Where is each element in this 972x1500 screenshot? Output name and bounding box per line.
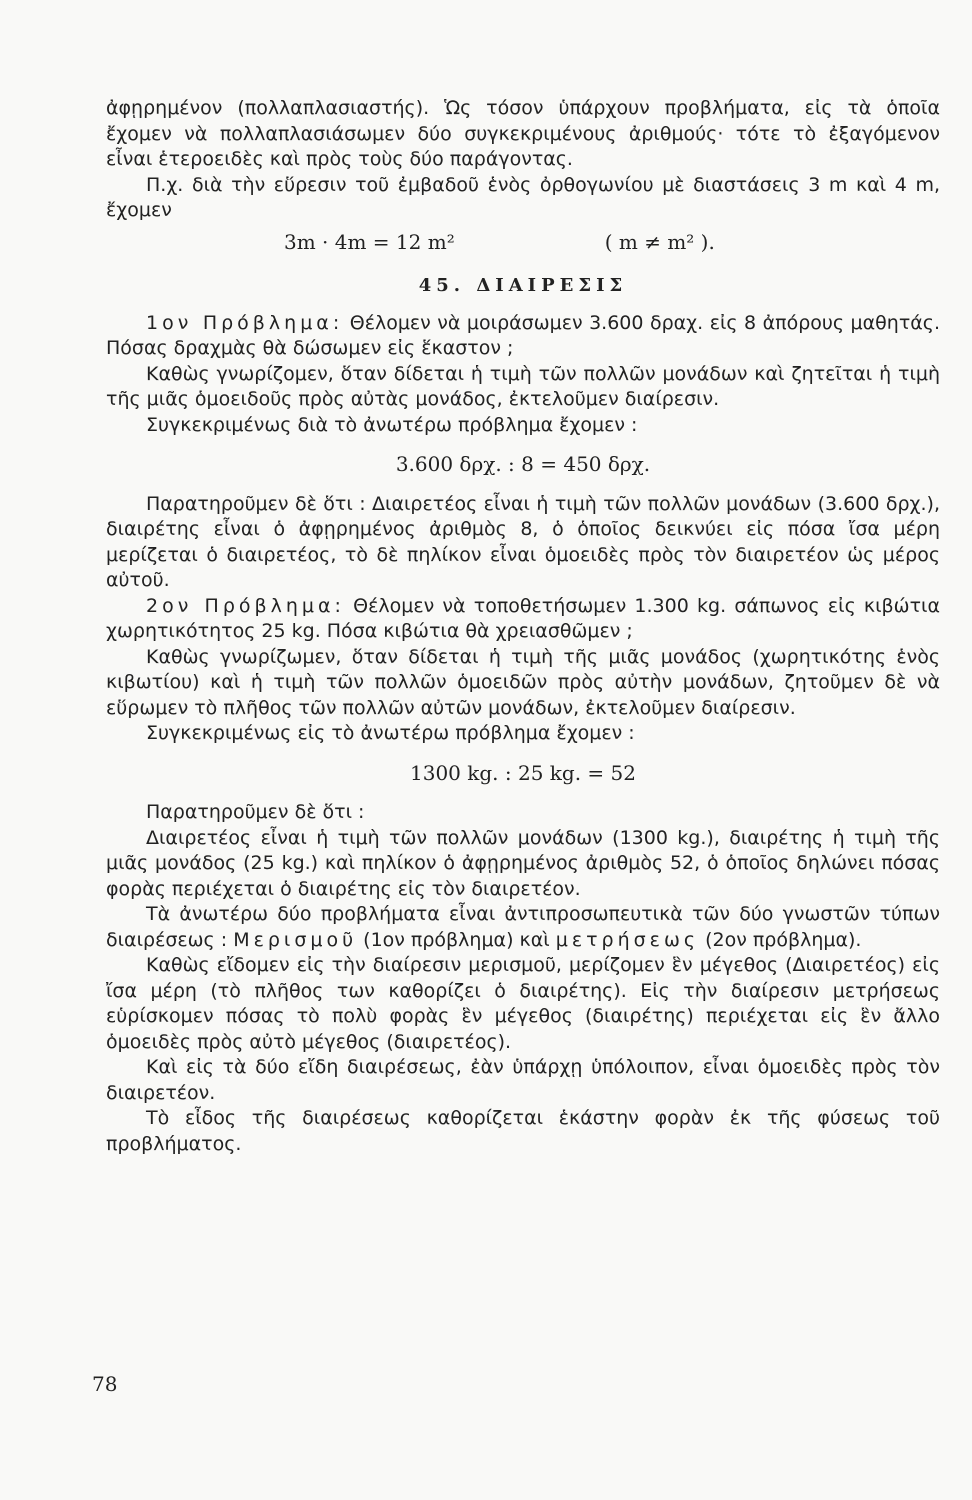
problem2-statement (106, 594, 940, 645)
problem2-para4: Διαιρετέος εἶναι ἡ τιμὴ τῶν πολλῶν μονάδων (1300 kg.), διαιρέτης ἡ τιμὴ τῆς μιᾶς μονάδος (25 kg.) καὶ πηλίκον ὁ ἀφῃρημένος ἀριθμὸς 52, ὁ ὁποῖος δηλώνει πόσας φορὰς περιέχεται ὁ διαιρέτης εἰς τὸν διαιρετέον. (106, 826, 940, 900)
closing-para1 (106, 902, 940, 953)
closing-term-metriseos: μετρήσεως (555, 928, 700, 951)
problem1-para1: Καθὼς γνωρίζομεν, ὅταν δίδεται ἡ τιμὴ τῶν πολλῶν μονάδων καὶ ζητεῖται ἡ τιμὴ τῆς μιᾶς ὁμοειδοῦς πρὸς αὐτὰς μονάδος, ἐκτελοῦμεν διαίρεσιν. (106, 362, 940, 410)
area-equation-note: ( m ≠ m² ). (604, 229, 715, 254)
problem1-formula: 3.600 δρχ. : 8 = 450 δρχ. (395, 452, 651, 476)
problem1-para2: Συγκεκριμένως διὰ τὸ ἀνωτέρω πρόβλημα ἔχομεν : (146, 413, 638, 436)
closing-para3: Καὶ εἰς τὰ δύο εἴδη διαιρέσεως, ἐὰν ὑπάρχῃ ὑπόλοιπον, εἶναι ὁμοειδὲς πρὸς τὸν διαιρετέον. (106, 1056, 940, 1104)
section-heading: 45. ΔΙΑΙΡΕΣΙΣ (418, 275, 628, 296)
closing-para1-end: (2ον πρόβλημα). (705, 928, 862, 951)
closing-para4: Τὸ εἶδος τῆς διαιρέσεως καθορίζεται ἑκάστην φορὰν ἐκ τῆς φύσεως τοῦ προβλήματος. (106, 1107, 940, 1155)
closing-para2: Καθὼς εἴδομεν εἰς τὴν διαίρεσιν μερισμοῦ, μερίζομεν ἓν μέγεθος (Διαιρετέος) εἰς ἴσα μέρη (τὸ πλῆθος των καθορίζει ὁ διαιρέτης). Εἰς τὴν διαίρεσιν μετρήσεως εὑρίσκομεν πόσας τὸ πολὺ φορὰς ἓν μέγεθος (διαιρέτης) περιέχεται εἰς ἓν ἄλλο ὁμοειδὲς πρὸς αὐτὸ μέγεθος (διαιρετέος). (106, 954, 940, 1053)
area-equation (106, 230, 940, 256)
area-equation-main: 3m · 4m = 12 m² (284, 229, 455, 254)
closing-term-merismou: Μερισμοῦ (233, 928, 358, 951)
page-text (106, 96, 940, 1157)
problem2-para3: Παρατηροῦμεν δὲ ὅτι : (146, 801, 365, 823)
problem1-statement (106, 311, 940, 362)
closing-para1-mid: (1ον πρόβλημα) καὶ (363, 928, 550, 951)
problem1-label: 1ον Πρόβλημα: (146, 311, 344, 334)
problem2-text: Θέλομεν νὰ τοποθετήσωμεν 1.300 kg. σάπωνος εἰς κιβώτια χωρητικότητος 25 kg. Πόσα κιβώτια θὰ χρειασθῶμεν ; (106, 594, 940, 642)
paragraph-example: Π.χ. διὰ τὴν εὕρεσιν τοῦ ἐμβαδοῦ ἑνὸς ὀρθογωνίου μὲ διαστάσεις 3 m καὶ 4 m, ἔχομεν (106, 173, 940, 221)
problem1-text: Θέλομεν νὰ μοιράσωμεν 3.600 δραχ. εἰς 8 ἀπόρους μαθητάς. Πόσας δραχμὰς θὰ δώσωμεν εἰς ἕκαστον ; (106, 311, 940, 359)
page-number: 78 (92, 1372, 118, 1396)
problem2-para2: Συγκεκριμένως εἰς τὸ ἀνωτέρω πρόβλημα ἔχομεν : (146, 722, 635, 744)
paragraph-continuation: ἀφῃρημένον (πολλαπλασιαστής). Ὡς τόσον ὑπάρχουν προβλήματα, εἰς τὰ ὁποῖα ἔχομεν νὰ πολλαπλασιάσωμεν δύο συγκεκριμένους ἀριθμούς· τότε τὸ ἐξαγόμενον εἶναι ἑτεροειδὲς καὶ πρὸς τοὺς δύο παράγοντας. (106, 97, 940, 170)
closing-para1-start: Τὰ ἀνωτέρω δύο προβλήματα εἶναι ἀντιπροσωπευτικὰ τῶν δύο γνωστῶν τύπων διαιρέσεως : (106, 903, 940, 951)
problem2-para1: Καθὼς γνωρίζωμεν, ὅταν δίδεται ἡ τιμὴ τῆς μιᾶς μονάδος (χωρητικότης ἑνὸς κιβωτίου) καὶ ἡ τιμὴ τῶν πολλῶν ὁμοειδῶν πρὸς αὐτὴν μονάδων, ζητοῦμεν δὲ νὰ εὕρωμεν τὸ πλῆθος τῶν πολλῶν αὐτῶν μονάδων, ἐκτελοῦμεν διαίρεσιν. (106, 645, 940, 719)
problem2-formula: 1300 kg. : 25 kg. = 52 (410, 760, 636, 785)
problem2-label: 2ον Πρόβλημα: (146, 594, 345, 617)
problem1-para3: Παρατηροῦμεν δὲ ὅτι : Διαιρετέος εἶναι ἡ τιμὴ τῶν πολλῶν μονάδων (3.600 δρχ.), διαιρέτης εἶναι ὁ ἀφῃρημένος ἀριθμὸς 8, ὁ ὁποῖος δεικνύει εἰς πόσα ἴσα μέρη μερίζεται ὁ διαιρετέος, τὸ δὲ πηλίκον εἶναι ὁμοειδὲς πρὸς τὸν διαιρετέον ὡς μέρος αὐτοῦ. (106, 492, 940, 591)
